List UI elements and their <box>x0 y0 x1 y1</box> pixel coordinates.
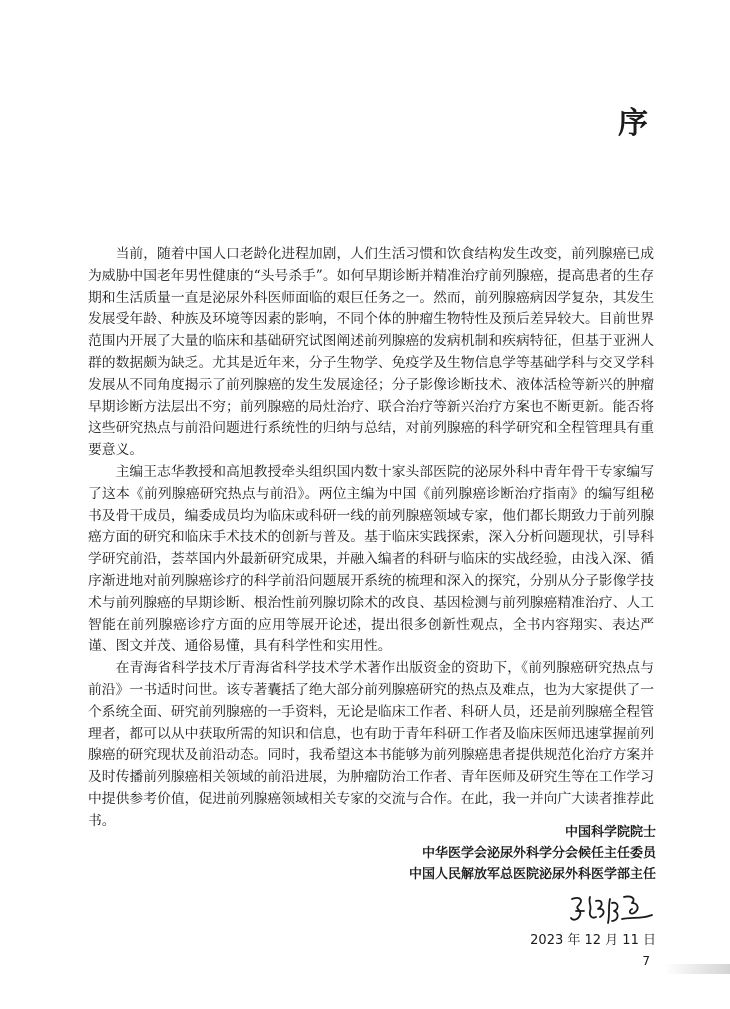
author-title-2: 中华医学会泌尿外科学分会候任主任委员 <box>421 846 656 861</box>
author-title-1: 中国科学院院士 <box>564 825 656 840</box>
author-title-3: 中国人民解放军总医院泌尿外科医学部主任 <box>408 867 656 882</box>
handwritten-signature-icon <box>566 891 656 927</box>
preface-heading: 序 <box>618 106 650 141</box>
paragraph-2: 主编王志华教授和高旭教授牵头组织国内数十家头部医院的泌尿外科中青年骨干专家编写了这本《前列腺癌研究热点与前沿》。两位主编为中国《前列腺癌诊断治疗指南》的编写组秘书及骨干成员，编委成员均为临床或科研一线的前列腺癌领域专家，他们都长期致力于前列腺癌方面的研究和临床手术技术的创新与普及。基于临床实践探索，深入分析问题现状，引导科学研究前沿，荟萃国内外最新研究成果，并融入编者的科研与临床的实战经验，由浅入深、循序渐进地对前列腺癌诊疗的科学前沿问题展开系统的梳理和深入的探究，分别从分子影像学技术与前列腺癌的早期诊断、根治性前列腺切除术的改良、基因检测与前列腺癌精准治疗、人工智能在前列腺癌诊疗方面的应用等展开论述，提出很多创新性观点，全书内容翔实、表达严谨、图文并茂、通俗易懂，具有科学性和实用性。 <box>88 463 654 655</box>
preface-body <box>88 244 654 833</box>
paragraph-3: 在青海省科学技术厅青海省科学技术学术著作出版资金的资助下，《前列腺癌研究热点与前沿》一书适时问世。该专著囊括了绝大部分前列腺癌研究的热点及难点，也为大家提供了一个系统全面、研究前列腺癌的一手资料，无论是临床工作者、科研人员，还是前列腺癌全程管理者，都可以从中获取所需的知识和信息，也有助于青年科研工作者及临床医师迅速掌握前列腺癌的研究现状及前沿动态。同时，我希望这本书能够为前列腺癌患者提供规范化治疗方案并及时传播前列腺癌相关领域的前沿进展，为肿瘤防治工作者、青年医师及研究生等在工作学习中提供参考价值，促进前列腺癌领域相关专家的交流与合作。在此，我一并向广大读者推荐此书。 <box>88 660 654 829</box>
signature-date: 2023 年 12 月 11 日 <box>530 933 656 948</box>
page-edge-rule <box>664 964 730 974</box>
paragraph-1: 当前，随着中国人口老龄化进程加剧，人们生活习惯和饮食结构发生改变，前列腺癌已成为威胁中国老年男性健康的“头号杀手”。如何早期诊断并精准治疗前列腺癌，提高患者的生存期和生活质量一直是泌尿外科医师面临的艰巨任务之一。然而，前列腺癌病因学复杂，其发生发展受年龄、种族及环境等因素的影响，不同个体的肿瘤生物特性及预后差异较大。目前世界范围内开展了大量的临床和基础研究试图阐述前列腺癌的发病机制和疾病特征，但基于亚洲人群的数据颇为缺乏。尤其是近年来，分子生物学、免疫学及生物信息学等基础学科与交叉学科发展从不同角度揭示了前列腺癌的发生发展途径；分子影像诊断技术、液体活检等新兴的肿瘤早期诊断方法层出不穷；前列腺癌的局灶治疗、联合治疗等新兴治疗方案也不断更新。能否将这些研究热点与前沿问题进行系统性的归纳与总结，对前列腺癌的科学研究和全程管理具有重要意义。 <box>88 246 654 459</box>
signature-block <box>409 822 656 951</box>
page-number: 7 <box>642 954 650 968</box>
